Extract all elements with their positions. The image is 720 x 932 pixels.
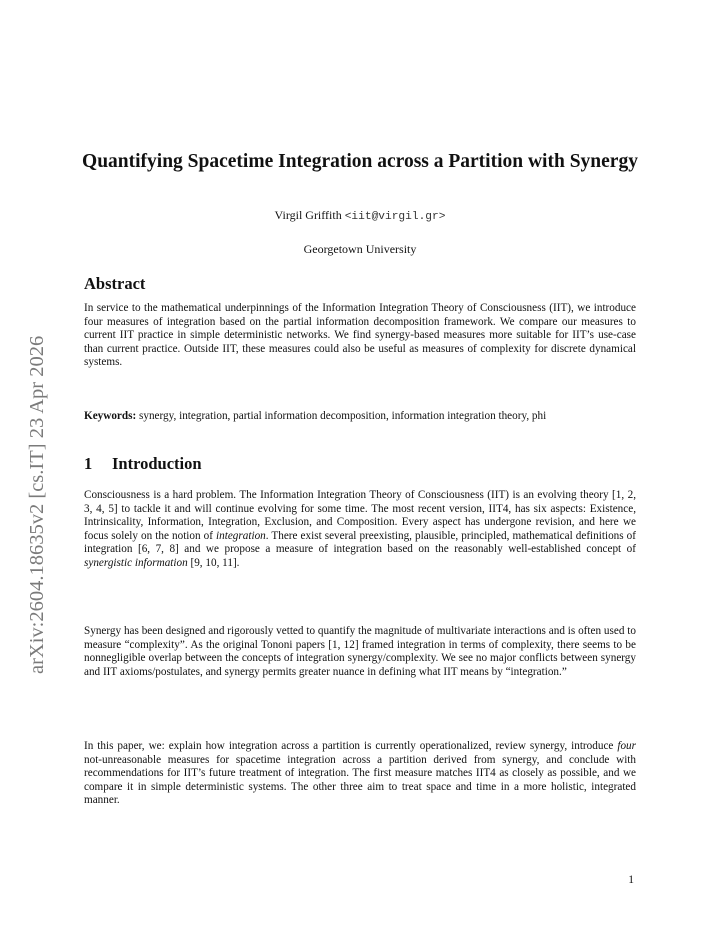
arxiv-identifier-text: arXiv:2604.18635v2 [cs.IT] 23 Apr 2026 (26, 335, 48, 674)
intro-p1-emphasis-synergistic: synergistic information (84, 556, 188, 569)
author-email: <iit@virgil.gr> (344, 211, 446, 223)
paper-title: Quantifying Spacetime Integration across a Partition with Synergy (82, 151, 638, 172)
keywords-list: synergy, integration, partial information decomposition, information integration theory, phi (136, 410, 547, 422)
intro-paragraph-1 (84, 489, 636, 571)
page-number: 1 (628, 874, 634, 886)
intro-p3-emphasis-four: four (617, 740, 636, 752)
intro-p3-text-a: In this paper, we: explain how integration across a partition is currently operationalized, review synergy, introduce (84, 740, 618, 752)
keywords-line (84, 410, 636, 424)
intro-p1-text-a: Consciousness is a hard problem. The Information Integration Theory of Consciousness (IIT) is an evolving theory [1, 2, 3, 4, 5] to tackle it and will continue evolving for some time. The most recent version, IIT4, has six aspects: Existence, Intrinsicality, Information, Integration, Exclusion, and Composition. Every aspect has undergone revision, and here we focus solely on the notion of (84, 489, 636, 542)
author-name: Virgil Griffith (274, 208, 342, 222)
section-title: Introduction (112, 454, 202, 473)
author-line (80, 207, 640, 225)
introduction-heading (84, 454, 202, 474)
intro-paragraph-3 (84, 740, 636, 808)
intro-p1-emphasis-integration: integration (216, 529, 266, 542)
abstract-text: In service to the mathematical underpinnings of the Information Integration Theory of Consciousness (IIT), we introduce four measures of integration based on the partial information decomposition framework. We compare our measures to current IIT practice in simple deterministic networks. We find synergy-based measures more suitable for IIT’s use-case than current practice. Outside IIT, these measures could also be useful as measures of complexity for discrete dynamical systems. (84, 302, 636, 369)
intro-p3-text-b: not-unreasonable measures for spacetime integration across a partition derived from synergy, and conclude with recommendations for IIT’s future treatment of integration. The first measure matches IIT4 as closely as possible, and we compare it in simple deterministic systems. The other three aim to treat space and time in a more holistic, integrated manner. (84, 753, 636, 807)
keywords-label: Keywords: (84, 410, 137, 422)
author-affiliation: Georgetown University (303, 242, 417, 256)
intro-paragraph-2: Synergy has been designed and rigorously vetted to quantify the magnitude of multivariate interactions and is often used to measure “complexity”. As the original Tononi papers [1, 12] framed integration in terms of complexity, there seems to be nonnegligible overlap between the concepts of integration synergy/complexity. We see no major conflicts between synergy and IIT axioms/postulates, and synergy permits greater nuance in defining what IIT means by “integration.” (84, 625, 636, 678)
abstract-heading: Abstract (84, 274, 146, 293)
arxiv-identifier-stamp (22, 264, 52, 674)
section-number: 1 (84, 454, 93, 473)
intro-p1-text-c: [9, 10, 11]. (187, 556, 240, 569)
intro-p1-text-b: . There exist several preexisting, plausible, principled, mathematical definitions of integration [6, 7, 8] and we propose a measure of integration based on the reasonably well-established concept of (84, 529, 636, 556)
